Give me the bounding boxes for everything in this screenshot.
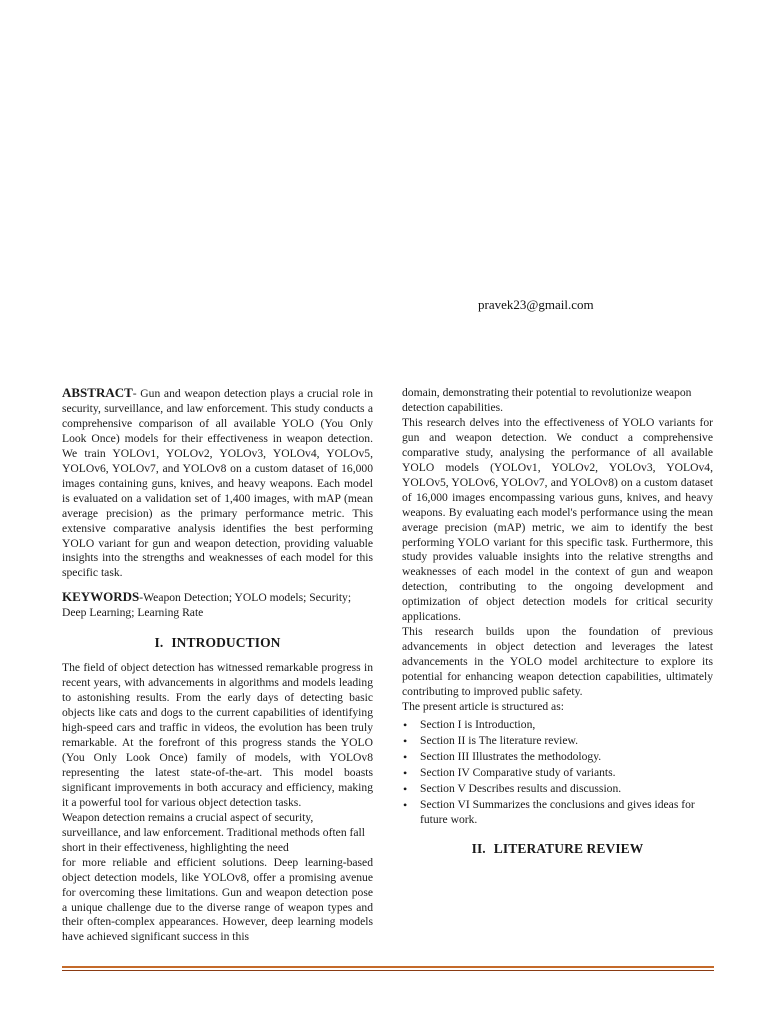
list-item: • Section I is Introduction,	[402, 718, 713, 733]
list-item: • Section IV Comparative study of variants.	[402, 766, 713, 781]
section-heading-introduction	[62, 636, 373, 651]
keywords-label: KEYWORDS	[62, 589, 140, 605]
section-heading-literature-review	[402, 842, 713, 857]
abstract-label: ABSTRACT	[62, 385, 133, 400]
section-title: INTRODUCTION	[171, 635, 281, 651]
section-number: II.	[471, 840, 486, 856]
intro-paragraph-2b: for more reliable and efficient solutions. Deep learning-based object detection models, like YOLOv8, offer a promising avenue for overcoming these limitations. Gun and weapon detection pose a unique challenge due to the diverse range of weapon types and their often-complex appearances. However, deep learning models have achieved significant success in this	[62, 855, 373, 944]
intro-paragraph-2c: domain, demonstrating their potential to revolutionize weapon detection capabilities.	[402, 386, 692, 414]
intro-paragraph-5: The present article is structured as:	[402, 700, 564, 714]
abstract	[62, 386, 373, 581]
intro-paragraph-1: The field of object detection has witnessed remarkable progress in recent years, with advancements in algorithms and models leading to astonishing results. From the early days of detecting basic objects like cats and dogs to the current capabilities of identifying high-speed cars and traffic in videos, the evolution has been truly remarkable. At the forefront of this progress stands the YOLO (You Only Look Once) family of models, with YOLOv8 representing the latest state-of-the-art. This model boasts significant improvements in both accuracy and efficiency, making it a powerful tool for various object detection tasks.	[62, 661, 373, 809]
right-column	[402, 386, 713, 867]
intro-paragraph-2a: Weapon detection remains a crucial aspect of security, surveillance, and law enforcement. Traditional methods often fall short in their effectiveness, highlighting the need	[62, 810, 365, 854]
keywords	[62, 590, 373, 621]
footer-rule	[62, 966, 714, 968]
intro-paragraph-3: This research delves into the effectiveness of YOLO variants for gun and weapon detection. We conduct a comprehensive comparative study, analysing the performance of all available YOLO models (YOLOv1, YOLOv2, YOLOv3, YOLOv4, YOLOv5, YOLOv6, YOLOv7, and YOLOv8) on a custom dataset of 16,000 images encompassing various guns, knives, and heavy weapons. By evaluating each model's performance using the mean average precision (mAP) metric, we aim to identify the best performing YOLO variant for this specific task. Furthermore, this study provides valuable insights into the relative strengths and weaknesses of each model in the context of gun and weapon detection, contributing to the ongoing development and optimization of object detection models for critical security applications.	[402, 415, 713, 624]
list-item: • Section III Illustrates the methodology.	[402, 750, 713, 765]
left-column	[62, 386, 373, 945]
list-item: • Section VI Summarizes the conclusions and gives ideas for future work.	[402, 798, 713, 828]
list-item: • Section V Describes results and discussion.	[402, 782, 713, 797]
section-number: I.	[154, 635, 164, 651]
author-email: pravek23@gmail.com	[478, 297, 594, 312]
keywords-text: -Weapon Detection; YOLO models; Security; Deep Learning; Learning Rate	[62, 591, 352, 620]
intro-paragraph-4: This research builds upon the foundation of previous advancements in object detection and leverages the latest advancements in the YOLO model architecture to explore its potential for enhancing weapon detection capabilities, ultimately contributing to improved public safety.	[402, 625, 713, 699]
list-item: • Section II is The literature review.	[402, 734, 713, 749]
footer-rule-thin	[62, 970, 714, 971]
abstract-text: - Gun and weapon detection plays a crucial role in security, surveillance, and law enforcement. This study conducts a comprehensive comparison of all available YOLO (You Only Look Once) models for their effectiveness in weapon detection. We train YOLOv1, YOLOv2, YOLOv3, YOLOv4, YOLOv5, YOLOv6, YOLOv7, and YOLOv8 on a custom dataset of 16,000 images containing guns, knives, and heavy weapons. Each model is evaluated on a validation set of 1,400 images, with mAP (mean average precision) as the primary performance metric. This extensive comparative analysis identifies the best performing YOLO variant for gun and weapon detection, providing valuable insights into the strengths and weaknesses of each model for this specific task.	[62, 387, 373, 580]
section-list	[402, 718, 713, 828]
section-title: LITERATURE REVIEW	[493, 840, 644, 856]
